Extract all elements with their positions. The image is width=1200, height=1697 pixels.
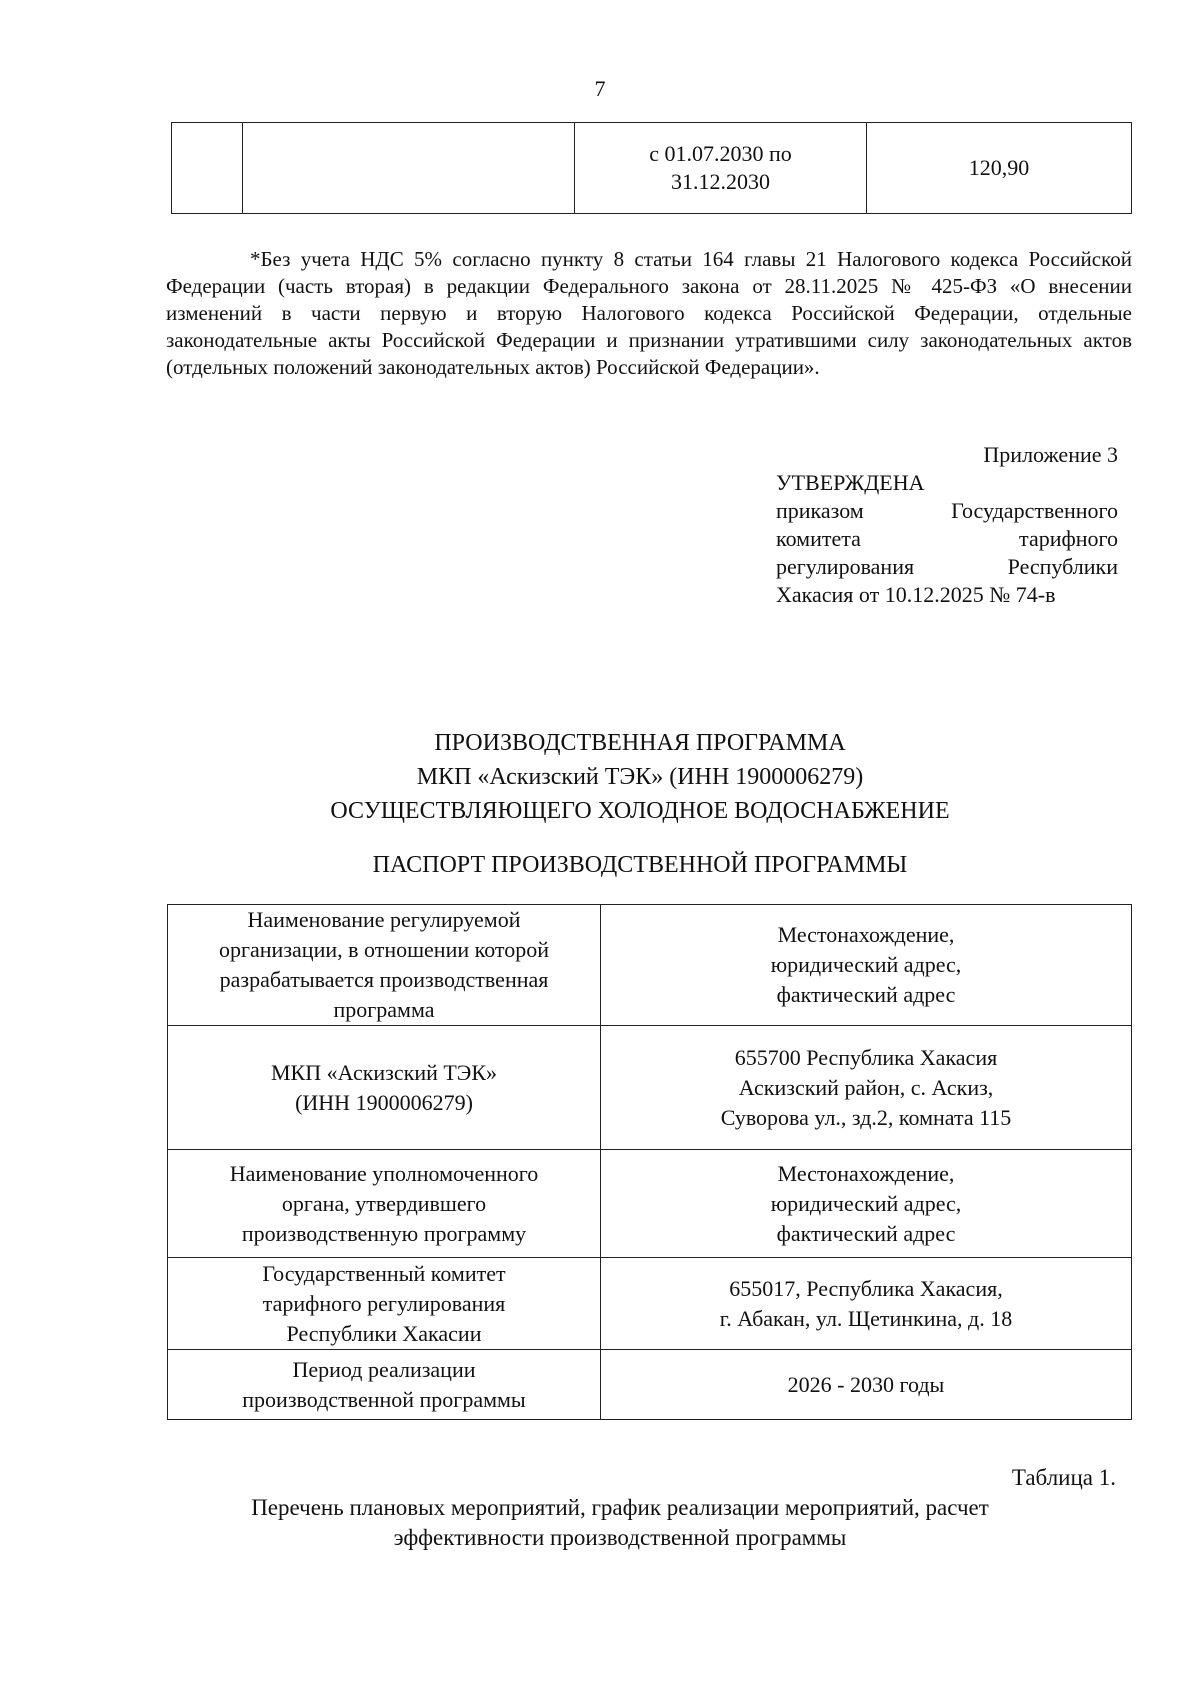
- cell-line: фактический адрес: [776, 1220, 956, 1246]
- period-line: с 01.07.2030 по: [649, 141, 792, 166]
- cell-line: Республики Хакасии: [286, 1320, 482, 1346]
- cell-line: 655017, Республика Хакасия,: [729, 1275, 1003, 1301]
- cell-line: программа: [333, 997, 435, 1022]
- period-cell: [575, 123, 867, 214]
- table-row: [172, 123, 1132, 214]
- approval-line: комитета тарифного: [776, 526, 1118, 551]
- cell-line: юридический адрес,: [770, 1190, 962, 1216]
- table1-label: Таблица 1.: [1011, 1465, 1116, 1490]
- cell-line: г. Абакан, ул. Щетинкина, д. 18: [719, 1305, 1013, 1331]
- cell-line: органа, утвердившего: [281, 1190, 487, 1216]
- table-cell: [168, 1258, 601, 1350]
- cell-line: Местонахождение,: [777, 1160, 955, 1186]
- table-cell: [168, 1026, 601, 1150]
- table-row: [168, 1150, 1132, 1258]
- period-line: 31.12.2030: [671, 169, 770, 194]
- approval-block: [776, 441, 1118, 609]
- table-cell: [601, 1026, 1132, 1150]
- table-cell-empty: [243, 123, 575, 214]
- value-cell: 120,90: [867, 123, 1132, 214]
- table1-caption-line: Перечень плановых мероприятий, график реализации мероприятий, расчет: [251, 1495, 989, 1520]
- cell-line: организации, в отношении которой: [219, 937, 549, 962]
- passport-title: ПАСПОРТ ПРОИЗВОДСТВЕННОЙ ПРОГРАММЫ: [372, 852, 908, 878]
- cell-line: 655700 Республика Хакасия: [734, 1044, 998, 1070]
- program-title-line: ПРОИЗВОДСТВЕННАЯ ПРОГРАММА: [434, 730, 846, 756]
- table-cell: [601, 1150, 1132, 1258]
- table-row: [168, 905, 1132, 1026]
- cell-line: фактический адрес: [776, 982, 956, 1007]
- table-cell: [168, 905, 601, 1026]
- cell-line: Государственный комитет: [262, 1260, 506, 1286]
- cell-line: Период реализации: [292, 1356, 476, 1382]
- table-cell: [168, 1150, 601, 1258]
- table1-caption-line: эффективности производственной программы: [393, 1525, 847, 1550]
- table-cell: [601, 905, 1132, 1026]
- cell-line: юридический адрес,: [770, 952, 962, 977]
- cell-line: Наименование уполномоченного: [229, 1160, 539, 1186]
- page-number: 7: [594, 76, 606, 101]
- table-row: [168, 1350, 1132, 1420]
- cell-line: Аскизский район, с. Аскиз,: [738, 1074, 994, 1100]
- approval-line: регулирования Республики: [776, 554, 1118, 579]
- table1-caption: [150, 1493, 1090, 1553]
- cell-line: тарифного регулирования: [262, 1290, 506, 1316]
- passport-table: [167, 904, 1132, 1420]
- table-cell: [168, 1350, 601, 1420]
- cell-line: производственную программу: [241, 1220, 527, 1246]
- cell-line: производственной программы: [242, 1386, 526, 1412]
- table-cell: [601, 1258, 1132, 1350]
- cell-line: Суворова ул., зд.2, комната 115: [720, 1104, 1012, 1130]
- cell-line: Наименование регулируемой: [247, 907, 521, 932]
- program-title: [200, 726, 1080, 828]
- table-row: [168, 1026, 1132, 1150]
- cell-line: Местонахождение,: [777, 922, 955, 947]
- footnote: *Без учета НДС 5% согласно пункту 8 статьи 164 главы 21 Налогового кодекса Российской Федерации (часть вторая) в редакции Федерального закона от 28.11.2025 № 425-ФЗ «О внесении изменений в части первую и вторую Налогового кодекса Российской Федерации, отдельные законодательные акты Российской Федерации и признании утратившими силу законодательных актов (отдельных положений законодательных актов) Российской Федерации».: [166, 247, 1132, 379]
- cell-line: (ИНН 1900006279): [295, 1089, 473, 1115]
- table-cell-empty: [172, 123, 243, 214]
- top-continuation-table: [171, 122, 1132, 214]
- cell-line: 2026 - 2030 годы: [787, 1371, 945, 1397]
- approval-line: приказом Государственного: [776, 498, 1118, 523]
- cell-line: разрабатывается производственная: [219, 967, 549, 992]
- table-row: [168, 1258, 1132, 1350]
- program-title-line: ОСУЩЕСТВЛЯЮЩЕГО ХОЛОДНОЕ ВОДОСНАБЖЕНИЕ: [330, 798, 950, 824]
- appendix-label: Приложение 3: [983, 442, 1118, 467]
- approval-line: Хакасия от 10.12.2025 № 74-в: [776, 582, 1056, 607]
- program-title-line: МКП «Аскизский ТЭК» (ИНН 1900006279): [416, 764, 864, 790]
- cell-line: МКП «Аскизский ТЭК»: [270, 1059, 497, 1085]
- table-cell: [601, 1350, 1132, 1420]
- approved-label: УТВЕРЖДЕНА: [776, 470, 925, 495]
